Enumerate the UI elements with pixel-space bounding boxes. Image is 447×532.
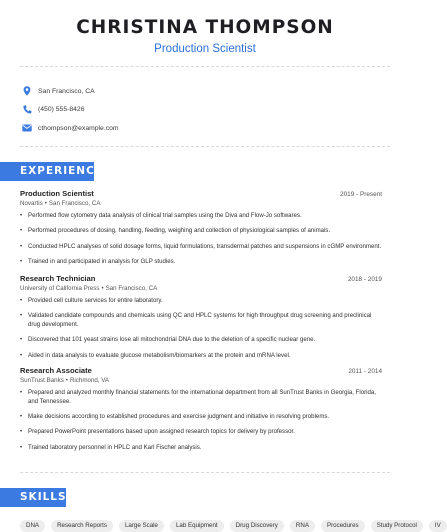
skill-tag: Large Scale [119,520,164,532]
job-bullets [20,297,382,360]
email-icon [22,123,32,133]
section-header-experience: EXPERIENCE [0,162,94,181]
job-company: SunTrust Banks [20,377,64,384]
skill-tag: Drug Discovery [230,520,284,532]
location-pin-icon [22,86,32,96]
list-item: • Provided cell culture services for entire laboratory. [20,297,382,306]
contact-phone [22,101,382,119]
candidate-title: Production Scientist [154,43,256,55]
job-company-line: University of California Press • San Francisco, CA [20,285,158,292]
skill-tag: Research Reports [51,520,113,532]
job-dates: 2011 - 2014 [348,368,382,375]
list-item: • Make decisions according to established procedures and exercise judgment and initiative in resolving problems. [20,413,382,422]
list-item: • Validated candidate compounds and chemicals using QC and HPLC systems for high throughput drug screening and preclinical drug development. [20,312,382,329]
job-company: University of California Press [20,285,100,292]
job-dates: 2019 - Present [340,191,382,198]
job-title: Research Technician [20,274,96,283]
job-entry [20,274,382,367]
list-item: • Discovered that 101 yeast strains lose all mitochondrial DNA due to the deletion of a specific nuclear gene. [20,336,382,345]
skills-list [20,520,441,532]
job-entry [20,366,382,459]
phone-icon [22,105,32,115]
contact-location [22,82,382,100]
skill-tag: DNA [20,520,45,532]
job-location: Richmond, VA [69,377,110,384]
list-item: • Prepared PowerPoint presentations based upon assigned research topics for delivery by professor. [20,428,382,437]
list-item: • Trained laboratory personnel in HPLC and Karl Fischer analysis. [20,444,382,453]
job-company-line: Novartis • San Francisco, CA [20,200,101,207]
job-entry [20,189,382,274]
list-item: • Trained in and participated in analysis for GLP studies. [20,258,382,267]
candidate-name: CHRISTINA THOMPSON [76,17,334,38]
list-item: • Aided in data analysis to evaluate glucose metabolism/biomarkers at the protein and mRNA level. [20,352,382,361]
job-location: San Francisco, CA [48,200,101,207]
list-item: • Performed procedures of dosing, handling, feeding, weighing and collection of physiological samples of animals. [20,227,382,236]
contact-info [22,82,382,138]
skill-tag: IV [429,520,447,532]
job-title: Research Associate [20,366,92,375]
skill-tag: Study Protocol [371,520,423,532]
list-item: • Conducted HPLC analyses of solid dosage forms, liquid formulations, transdermal patches and suspensions in cGMP environment. [20,243,382,252]
section-header-skills: SKILLS [0,488,66,507]
job-company: Novartis [20,200,43,207]
skill-tag: Procedures [321,520,365,532]
divider [20,66,390,67]
job-title: Production Scientist [20,189,94,198]
phone-text: (450) 555-8426 [38,106,85,113]
divider [20,472,390,473]
contact-email [22,119,382,137]
location-text: San Francisco, CA [38,87,95,95]
job-location: San Francisco, CA [105,285,158,292]
list-item: • Performed flow cytometry data analysis of clinical trial samples using the Diva and Flow-Jo softwares. [20,212,382,221]
job-company-line: SunTrust Banks • Richmond, VA [20,377,110,384]
resume-header [0,16,410,57]
divider [20,146,390,147]
skill-tag: Lab Equipment [170,520,224,532]
job-dates: 2018 - 2019 [347,276,382,283]
email-text[interactable]: cthompson@example.com [38,124,119,132]
job-bullets [20,389,382,452]
job-bullets [20,212,382,267]
skill-tag: RNA [290,520,315,532]
list-item: • Prepared and analyzed monthly financial statements for the international department from all SunTrust Banks in Georgia, Florida, and Tennessee. [20,389,382,406]
